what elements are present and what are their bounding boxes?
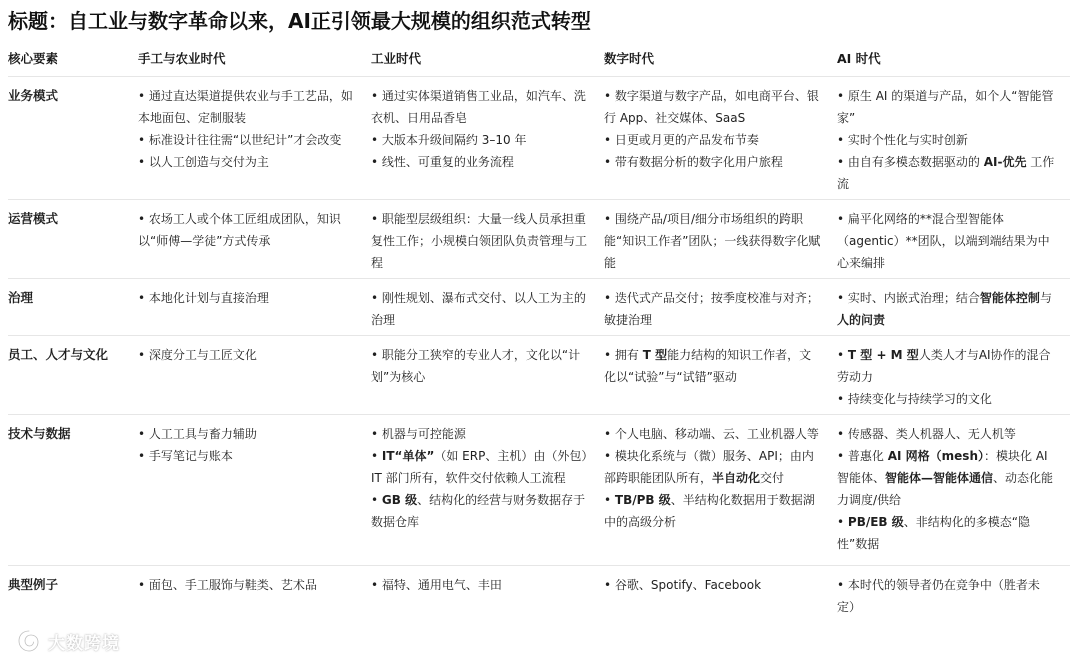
bullet-dot: • bbox=[837, 515, 845, 529]
table-cell bbox=[604, 415, 837, 566]
bullet-dot: • bbox=[138, 133, 146, 147]
bullet-list bbox=[837, 208, 1056, 274]
bold-text: TB/PB 级 bbox=[614, 493, 671, 507]
list-item bbox=[604, 85, 823, 129]
bullet-dot: • bbox=[138, 578, 146, 592]
column-header: AI 时代 bbox=[837, 42, 1070, 77]
text-segment: 职能分工狭窄的专业人才，文化以“计划”为核心 bbox=[371, 348, 581, 384]
bullet-dot: • bbox=[604, 348, 612, 362]
list-item bbox=[138, 423, 357, 445]
table-cell bbox=[604, 336, 837, 415]
bullet-dot: • bbox=[837, 449, 845, 463]
bullet-dot: • bbox=[138, 89, 146, 103]
bullet-list bbox=[138, 287, 357, 309]
text-segment: 福特、通用电气、丰田 bbox=[381, 578, 502, 592]
bullet-list bbox=[138, 344, 357, 366]
text-segment: 由自有多模态数据驱动的 bbox=[847, 155, 984, 169]
text-segment: 深度分工与工匠文化 bbox=[148, 348, 257, 362]
table-cell bbox=[837, 200, 1070, 279]
text-segment: 谷歌、Spotify、Facebook bbox=[614, 578, 762, 592]
bold-text: PB/EB 级 bbox=[847, 515, 904, 529]
text-segment: 拥有 bbox=[614, 348, 643, 362]
list-item bbox=[371, 208, 590, 274]
text-segment: 以人工创造与交付为主 bbox=[148, 155, 269, 169]
bullet-dot: • bbox=[371, 348, 379, 362]
text-segment: 普惠化 bbox=[847, 449, 888, 463]
bullet-list bbox=[604, 423, 823, 533]
list-item bbox=[138, 85, 357, 129]
bullet-dot: • bbox=[604, 212, 612, 226]
list-item bbox=[371, 151, 590, 173]
table-header-row bbox=[8, 42, 1070, 77]
table-cell bbox=[138, 566, 371, 623]
table-cell bbox=[138, 77, 371, 200]
list-item bbox=[604, 287, 823, 331]
bullet-list bbox=[371, 344, 590, 388]
row-label: 典型例子 bbox=[8, 577, 59, 592]
row-label: 治理 bbox=[8, 279, 138, 336]
watermark-text: 大数跨境 bbox=[48, 633, 120, 654]
text-segment: 传感器、类人机器人、无人机等 bbox=[847, 427, 1016, 441]
bullet-dot: • bbox=[604, 133, 612, 147]
list-item bbox=[604, 129, 823, 151]
list-item bbox=[371, 85, 590, 129]
text-segment: 大版本升级间隔约 3–10 年 bbox=[381, 133, 527, 147]
table-cell bbox=[604, 77, 837, 200]
text-segment: 刚性规划、瀑布式交付、以人工为主的治理 bbox=[371, 291, 586, 327]
bullet-dot: • bbox=[837, 212, 845, 226]
table-cell bbox=[138, 415, 371, 566]
bullet-dot: • bbox=[371, 89, 379, 103]
text-segment: 、动态化能力调度/供给 bbox=[837, 471, 1054, 507]
bullet-list bbox=[138, 423, 357, 467]
table-cell bbox=[837, 336, 1070, 415]
text-segment: （如 ERP、主机）由（外包）IT 部门所有，软件交付依赖人工流程 bbox=[371, 449, 588, 485]
text-segment: 扁平化网络的**混合型智能体（agentic）**团队，以端到端结果为中心来编排 bbox=[837, 212, 1050, 270]
table-cell bbox=[371, 336, 604, 415]
list-item bbox=[837, 574, 1056, 618]
text-segment: 能力结构的知识工作者，文化以“试验”与“试错”驱动 bbox=[604, 348, 812, 384]
bullet-list bbox=[371, 208, 590, 274]
bullet-dot: • bbox=[138, 427, 146, 441]
bullet-dot: • bbox=[837, 392, 845, 406]
bullet-list bbox=[371, 85, 590, 173]
table-cell bbox=[837, 415, 1070, 566]
list-item bbox=[138, 287, 357, 309]
text-segment: 交付 bbox=[760, 471, 785, 485]
bullet-list bbox=[371, 574, 590, 596]
bullet-list bbox=[371, 423, 590, 533]
list-item bbox=[837, 344, 1056, 388]
bullet-list bbox=[837, 344, 1056, 410]
bullet-dot: • bbox=[604, 427, 612, 441]
text-segment: 日更或月更的产品发布节奏 bbox=[614, 133, 759, 147]
table-row bbox=[8, 279, 1070, 336]
list-item bbox=[138, 151, 357, 173]
list-item bbox=[371, 344, 590, 388]
bullet-dot: • bbox=[604, 493, 612, 507]
row-label: 技术与数据 bbox=[8, 415, 138, 566]
bullet-list bbox=[837, 287, 1056, 331]
text-segment: 面包、手工服饰与鞋类、艺术品 bbox=[148, 578, 317, 592]
table-cell bbox=[371, 77, 604, 200]
text-segment: 人工工具与畜力辅助 bbox=[148, 427, 257, 441]
bullet-list bbox=[138, 208, 357, 252]
table-cell bbox=[371, 566, 604, 623]
text-segment: 模块化系统与（微）服务、API；由内部跨职能团队所有， bbox=[604, 449, 814, 485]
list-item bbox=[371, 287, 590, 331]
table-cell bbox=[604, 279, 837, 336]
bold-text: IT“单体” bbox=[381, 449, 435, 463]
bullet-dot: • bbox=[604, 578, 612, 592]
bullet-dot: • bbox=[371, 427, 379, 441]
bold-text: AI-优先 bbox=[983, 155, 1027, 169]
bullet-dot: • bbox=[371, 133, 379, 147]
bullet-list bbox=[371, 287, 590, 331]
text-segment: 实时个性化与实时创新 bbox=[847, 133, 968, 147]
table-body bbox=[8, 77, 1070, 623]
bullet-dot: • bbox=[138, 291, 146, 305]
table-cell bbox=[837, 77, 1070, 200]
list-item bbox=[837, 85, 1056, 129]
table-cell bbox=[837, 566, 1070, 623]
table-cell bbox=[604, 566, 837, 623]
text-segment: 本时代的领导者仍在竞争中（胜者未定） bbox=[837, 578, 1040, 614]
list-item bbox=[371, 574, 590, 596]
bullet-list bbox=[604, 574, 823, 596]
list-item bbox=[604, 208, 823, 274]
list-item bbox=[837, 445, 1056, 511]
bullet-list bbox=[604, 85, 823, 173]
text-segment: 机器与可控能源 bbox=[381, 427, 466, 441]
bullet-dot: • bbox=[138, 449, 146, 463]
comparison-table bbox=[8, 42, 1070, 622]
bullet-dot: • bbox=[837, 291, 845, 305]
bold-text: 半自动化 bbox=[712, 471, 761, 485]
text-segment: 、非结构化的多模态“隐性”数据 bbox=[837, 515, 1030, 551]
text-segment: 通过实体渠道销售工业品，如汽车、洗衣机、日用品香皂 bbox=[371, 89, 586, 125]
bullet-dot: • bbox=[837, 427, 845, 441]
list-item bbox=[837, 388, 1056, 410]
list-item bbox=[138, 129, 357, 151]
text-segment: 线性、可重复的业务流程 bbox=[381, 155, 514, 169]
bullet-list bbox=[837, 423, 1056, 555]
list-item bbox=[138, 445, 357, 467]
bullet-dot: • bbox=[604, 89, 612, 103]
bold-text: GB 级 bbox=[381, 493, 418, 507]
bullet-dot: • bbox=[371, 449, 379, 463]
bullet-dot: • bbox=[138, 348, 146, 362]
table-row bbox=[8, 415, 1070, 566]
bold-text: T 型 bbox=[642, 348, 668, 362]
table-row bbox=[8, 566, 1070, 623]
row-label: 员工、人才与文化 bbox=[8, 336, 138, 415]
text-segment: 人类人才与AI协作的混合劳动力 bbox=[837, 348, 1051, 384]
bullet-dot: • bbox=[837, 348, 845, 362]
text-segment: 工作流 bbox=[837, 155, 1055, 191]
table-cell bbox=[138, 336, 371, 415]
text-segment: ：模块化 AI 智能体、 bbox=[837, 449, 1048, 485]
text-segment: 围绕产品/项目/细分市场组织的跨职能“知识工作者”团队；一线获得数字化赋能 bbox=[604, 212, 821, 270]
column-header: 工业时代 bbox=[371, 42, 604, 77]
list-item bbox=[138, 574, 357, 596]
text-segment: 原生 AI 的渠道与产品，如个人“智能管家” bbox=[837, 89, 1054, 125]
table-cell bbox=[138, 279, 371, 336]
column-header: 手工与农业时代 bbox=[138, 42, 371, 77]
list-item bbox=[138, 208, 357, 252]
list-item bbox=[371, 129, 590, 151]
list-item bbox=[138, 344, 357, 366]
bullet-list bbox=[138, 85, 357, 173]
list-item bbox=[371, 489, 590, 533]
column-header: 核心要素 bbox=[8, 42, 138, 77]
bullet-dot: • bbox=[837, 89, 845, 103]
table-cell bbox=[371, 200, 604, 279]
bullet-dot: • bbox=[371, 291, 379, 305]
text-segment: 实时、内嵌式治理；结合 bbox=[847, 291, 980, 305]
bullet-list bbox=[837, 574, 1056, 618]
table-row bbox=[8, 200, 1070, 279]
row-label: 业务模式 bbox=[8, 77, 138, 200]
list-item bbox=[604, 489, 823, 533]
bullet-dot: • bbox=[837, 578, 845, 592]
text-segment: 个人电脑、移动端、云、工业机器人等 bbox=[614, 427, 819, 441]
bold-text: 智能体控制 bbox=[979, 291, 1040, 305]
list-item bbox=[604, 445, 823, 489]
list-item bbox=[837, 208, 1056, 274]
bullet-dot: • bbox=[604, 155, 612, 169]
bullet-dot: • bbox=[604, 291, 612, 305]
bullet-dot: • bbox=[604, 449, 612, 463]
table-cell bbox=[371, 415, 604, 566]
bullet-list bbox=[604, 287, 823, 331]
list-item bbox=[604, 423, 823, 445]
table-row bbox=[8, 336, 1070, 415]
table-cell bbox=[604, 200, 837, 279]
text-segment: 数字渠道与数字产品，如电商平台、银行 App、社交媒体、SaaS bbox=[604, 89, 819, 125]
bullet-dot: • bbox=[371, 493, 379, 507]
bullet-list bbox=[604, 344, 823, 388]
watermark bbox=[16, 628, 120, 654]
bullet-dot: • bbox=[138, 155, 146, 169]
list-item bbox=[604, 574, 823, 596]
text-segment: 、结构化的经营与财务数据存于数据仓库 bbox=[371, 493, 586, 529]
table-cell bbox=[837, 279, 1070, 336]
list-item bbox=[837, 151, 1056, 195]
bold-text: 智能体—智能体通信 bbox=[885, 471, 994, 485]
bullet-dot: • bbox=[138, 212, 146, 226]
bullet-list bbox=[604, 208, 823, 274]
text-segment: 手写笔记与账本 bbox=[148, 449, 233, 463]
text-segment: 迭代式产品交付；按季度校准与对齐；敏捷治理 bbox=[604, 291, 819, 327]
table-cell bbox=[371, 279, 604, 336]
list-item bbox=[604, 344, 823, 388]
list-item bbox=[371, 445, 590, 489]
bullet-dot: • bbox=[837, 155, 845, 169]
list-item bbox=[837, 423, 1056, 445]
text-segment: 标准设计往往需“以世纪计”才会改变 bbox=[148, 133, 342, 147]
column-header: 数字时代 bbox=[604, 42, 837, 77]
bold-text: 人的问责 bbox=[837, 313, 886, 327]
text-segment: 带有数据分析的数字化用户旅程 bbox=[614, 155, 783, 169]
row-label: 运营模式 bbox=[8, 200, 138, 279]
text-segment: 通过直达渠道提供农业与手工艺品，如本地面包、定制服装 bbox=[138, 89, 353, 125]
bold-text: T 型 + M 型 bbox=[847, 348, 919, 362]
list-item bbox=[604, 151, 823, 173]
text-segment: 本地化计划与直接治理 bbox=[148, 291, 269, 305]
text-segment: 、半结构化数据用于数据湖中的高级分析 bbox=[604, 493, 815, 529]
page-title: 标题：自工业与数字革命以来，AI正引领最大规模的组织范式转型 bbox=[8, 9, 591, 33]
bold-text: AI 网格（mesh） bbox=[887, 449, 984, 463]
list-item bbox=[371, 423, 590, 445]
bullet-dot: • bbox=[837, 133, 845, 147]
bullet-list bbox=[138, 574, 357, 596]
text-segment: 职能型层级组织：大量一线人员承担重复性工作；小规模白领团队负责管理与工程 bbox=[371, 212, 588, 270]
table-row bbox=[8, 77, 1070, 200]
text-segment: 农场工人或个体工匠组成团队，知识以“师傅—学徒”方式传承 bbox=[138, 212, 341, 248]
list-item bbox=[837, 511, 1056, 555]
bullet-dot: • bbox=[371, 578, 379, 592]
text-segment: 持续变化与持续学习的文化 bbox=[847, 392, 992, 406]
bullet-list bbox=[837, 85, 1056, 195]
list-item bbox=[837, 129, 1056, 151]
bullet-dot: • bbox=[371, 155, 379, 169]
table-cell bbox=[138, 200, 371, 279]
swirl-logo-icon bbox=[16, 628, 42, 654]
text-segment: 与 bbox=[1039, 291, 1052, 305]
list-item bbox=[837, 287, 1056, 331]
bullet-dot: • bbox=[371, 212, 379, 226]
